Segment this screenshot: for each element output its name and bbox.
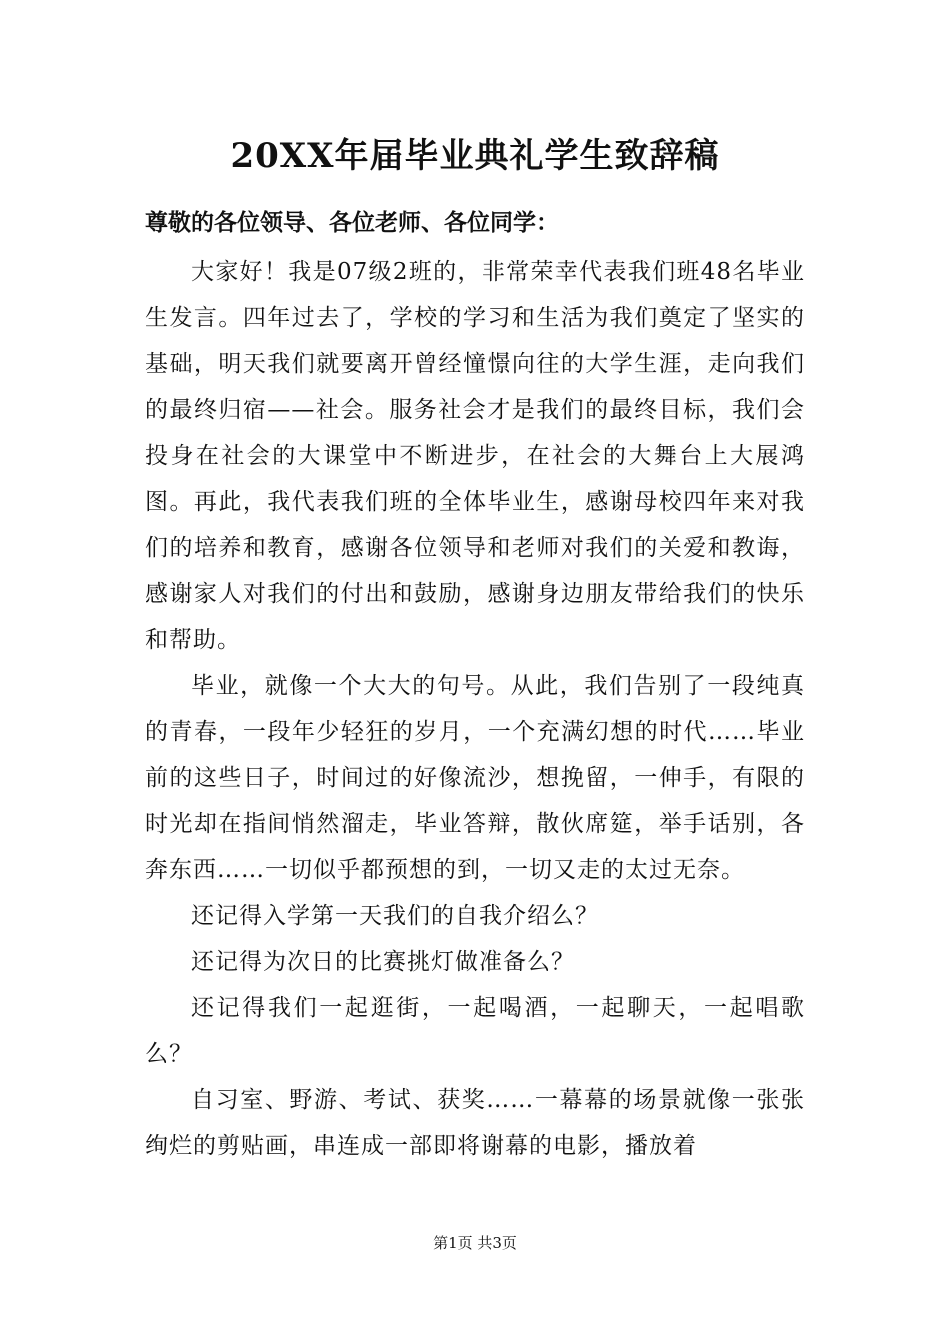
document-title: 20XX年届毕业典礼学生致辞稿 xyxy=(230,136,720,176)
page-footer: 第1页 共3页 xyxy=(433,1234,517,1252)
paragraph: 还记得我们一起逛街，一起喝酒，一起聊天，一起唱歌么？ xyxy=(145,995,805,1067)
paragraph: 大家好！我是07级2班的，非常荣幸代表我们班48名毕业生发言。四年过去了，学校的学习和生活为我们奠定了坚实的基础，明天我们就要离开曾经憧憬向往的大学生涯，走向我们的最终归宿——社会。服务社会才是我们的最终目标，我们会投身在社会的大课堂中不断进步，在社会的大舞台上大展鸿图。再此，我代表我们班的全体毕业生，感谢母校四年来对我们的培养和教育，感谢各位领导和老师对我们的关爱和教诲，感谢家人对我们的付出和鼓励，感谢身边朋友带给我们的快乐和帮助。 xyxy=(145,259,805,653)
paragraph: 毕业，就像一个大大的句号。从此，我们告别了一段纯真的青春，一段年少轻狂的岁月，一个充满幻想的时代……毕业前的这些日子，时间过的好像流沙，想挽留，一伸手，有限的时光却在指间悄然溜走，毕业答辩，散伙席筵，举手话别，各奔东西……一切似乎都预想的到，一切又走的太过无奈。 xyxy=(145,673,805,883)
paragraph: 自习室、野游、考试、获奖……一幕幕的场景就像一张张绚烂的剪贴画，串连成一部即将谢幕的电影，播放着 xyxy=(145,1087,805,1159)
document-body xyxy=(145,249,805,1169)
salutation: 尊敬的各位领导、各位老师、各位同学： xyxy=(145,209,559,236)
paragraph: 还记得入学第一天我们的自我介绍么？ xyxy=(191,903,599,929)
paragraph: 还记得为次日的比赛挑灯做准备么？ xyxy=(191,949,575,975)
